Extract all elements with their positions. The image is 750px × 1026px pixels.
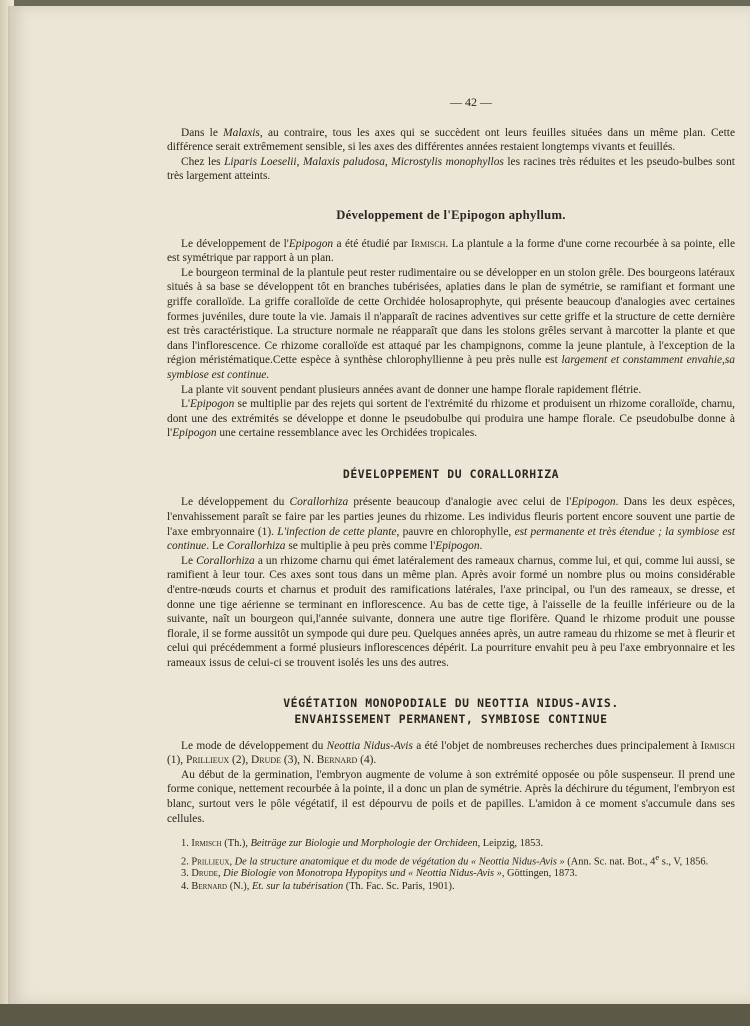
footnote-4: 4. Bernard (N.), Et. sur la tubérisation (Th. Fac. Sc. Paris, 1901).: [181, 880, 455, 892]
footnotes: [167, 838, 735, 893]
paragraph-neottia-2: Au début de la germination, l'embryon augmente de volume à son extrémité opposée ou pôle suspenseur. Il prend une forme conique, nettement recourbée à la pointe, il a donc un plan de symétrie. Après la déchirure du tégument, l'embryon est blanc, surtout vers le pôle végétatif, il est dépourvu de poils et de papilles. L'amidon à ce moment s'accumule dans ses cellules.: [167, 768, 735, 825]
paragraph-epipogon-3: La plante vit souvent pendant plusieurs années avant de donner une hampe florale rapidement flétrie.: [181, 383, 642, 396]
section-heading-neottia-line2: ENVAHISSEMENT PERMANENT, SYMBIOSE CONTINUE: [294, 711, 608, 726]
scanner-background: [0, 1004, 750, 1026]
footnote-1: 1. Irmisch (Th.), Beiträge zur Biologie und Morphologie der Orchideen, Leipzig, 1853.: [181, 838, 544, 850]
page-text-column: [167, 95, 735, 893]
footnote-3: 3. Drude, Die Biologie von Monotropa Hypopitys und « Neottia Nidus-Avis », Göttingen, 1873.: [181, 868, 578, 880]
section-heading-corallorhiza: DÉVELOPPEMENT DU CORALLORHIZA: [342, 466, 560, 481]
paragraph-corallorhiza-1: Le développement du Corallorhiza présente beaucoup d'analogie avec celui de l'Epipogon. Dans les deux espèces, l'envahissement paraît se faire par les parties jeunes du rhizome. Les individus fleuris portent encore souvent une partie de l'axe embryonnaire (1). L'infection de cette plante, pauvre en chlorophylle, est permanente et très étendue ; la symbiose est continue. Le Corallorhiza se multiplie à peu près comme l'Epipogon.: [167, 496, 736, 553]
section-heading-neottia-line1: VÉGÉTATION MONOPODIALE DU NEOTTIA NIDUS-AVIS.: [283, 695, 619, 710]
paragraph-corallorhiza-2: Le Corallorhiza a un rhizome charnu qui émet latéralement des rameaux charnus, comme lui, et qui, comme lui aussi, se ramifient à leur tour. Ces axes sont tous dans un même plan. Après avoir formé un nombre plus ou moins considérable d'entre-nœuds courts et charnus et produit des ramifications latérales, l'axe principal, ou l'un des rameaux, se dresse, et donne une tige aérienne se terminant en inflorescence. Au bas de cette tige, à l'aisselle de la feuille inférieure ou de la suivante, naît un bourgeon qui,l'année suivante, donnera une autre tige florifère. Quand le rhizome produit une pousse florale, il se forme aussitôt un sympode qui dure peu. Quelques années après, un autre rameau du rhizome se met à fleurir et celui qui précédemment a formé plusieurs inflorescences dépérit. La pourriture envahit peu à peu l'axe embryonnaire et les rameaux issus de celui-ci se trouvent isolés les uns des autres.: [167, 554, 735, 669]
paragraph-epipogon-2: Le bourgeon terminal de la plantule peut rester rudimentaire ou se développer en un stolon grêle. Des bourgeons latéraux situés à sa base se développent tôt en branches tubérisées, aplaties dans le plan de symétrie, se ramifiant et formant une griffe coralloïde. La griffe coralloïde de cette Orchidée holosaprophyte, qui présente beaucoup d'analogies avec certaines formes juvéniles, dure toute la vie. Jamais il n'apparaît de racines adventives sur cette griffe et la structure de cette dernière est très caractéristique. La structure normale ne réapparaît que dans les stolons grêles servant à marcotter la plante et que dans l'inflorescence. Ce rhizome coralloïde est attaqué par les champignons, comme la jeune plantule, à l'exception de la région méristématique.Cette espèce à synthèse chlorophyllienne à peu près nulle est largement et constamment envahie,sa symbiose est continue.: [167, 266, 735, 381]
section-heading-neottia: [167, 695, 735, 727]
paragraph-neottia-1: Le mode de développement du Neottia Nidus-Avis a été l'objet de nombreuses recherches dues principalement à Irmisch (1), Prillieux (2), Drude (3), N. Bernard (4).: [167, 739, 736, 767]
section-heading-epipogon: Développement de l'Epipogon aphyllum.: [336, 207, 566, 222]
footnote-2: 2. Prillieux, De la structure anatomique et du mode de végétation du « Neottia Nidus-Avis » (Ann. Sc. nat. Bot., 4e s., V, 1856.: [181, 851, 709, 868]
page-number: — 42 —: [450, 95, 492, 109]
paragraph-epipogon-1: Le développement de l'Epipogon a été étudié par Irmisch. La plantule a la forme d'une corne recourbée à sa pointe, elle est symétrique par rapport à un plan.: [167, 237, 736, 265]
paragraph-malaxis: Dans le Malaxis, au contraire, tous les axes qui se succèdent ont leurs feuilles situées dans un même plan. Cette différence serait extrêmement sensible, si les axes des différentes années restaient longtemps vivants et feuillés.: [167, 126, 736, 154]
paragraph-liparis: Chez les Liparis Loeselii, Malaxis paludosa, Microstylis monophyllos les racines très réduites et les pseudo-bulbes sont très largement atteints.: [167, 155, 735, 183]
paragraph-epipogon-4: L'Epipogon se multiplie par des rejets qui sortent de l'extrémité du rhizome et produisent un rhizome coralloïde, charnu, dont une des extrémités se développe et donne le pseudobulbe qui produira une hampe florale. Ce pseudobulbe donne à l'Epipogon une certaine ressemblance avec les Orchidées tropicales.: [167, 398, 735, 440]
